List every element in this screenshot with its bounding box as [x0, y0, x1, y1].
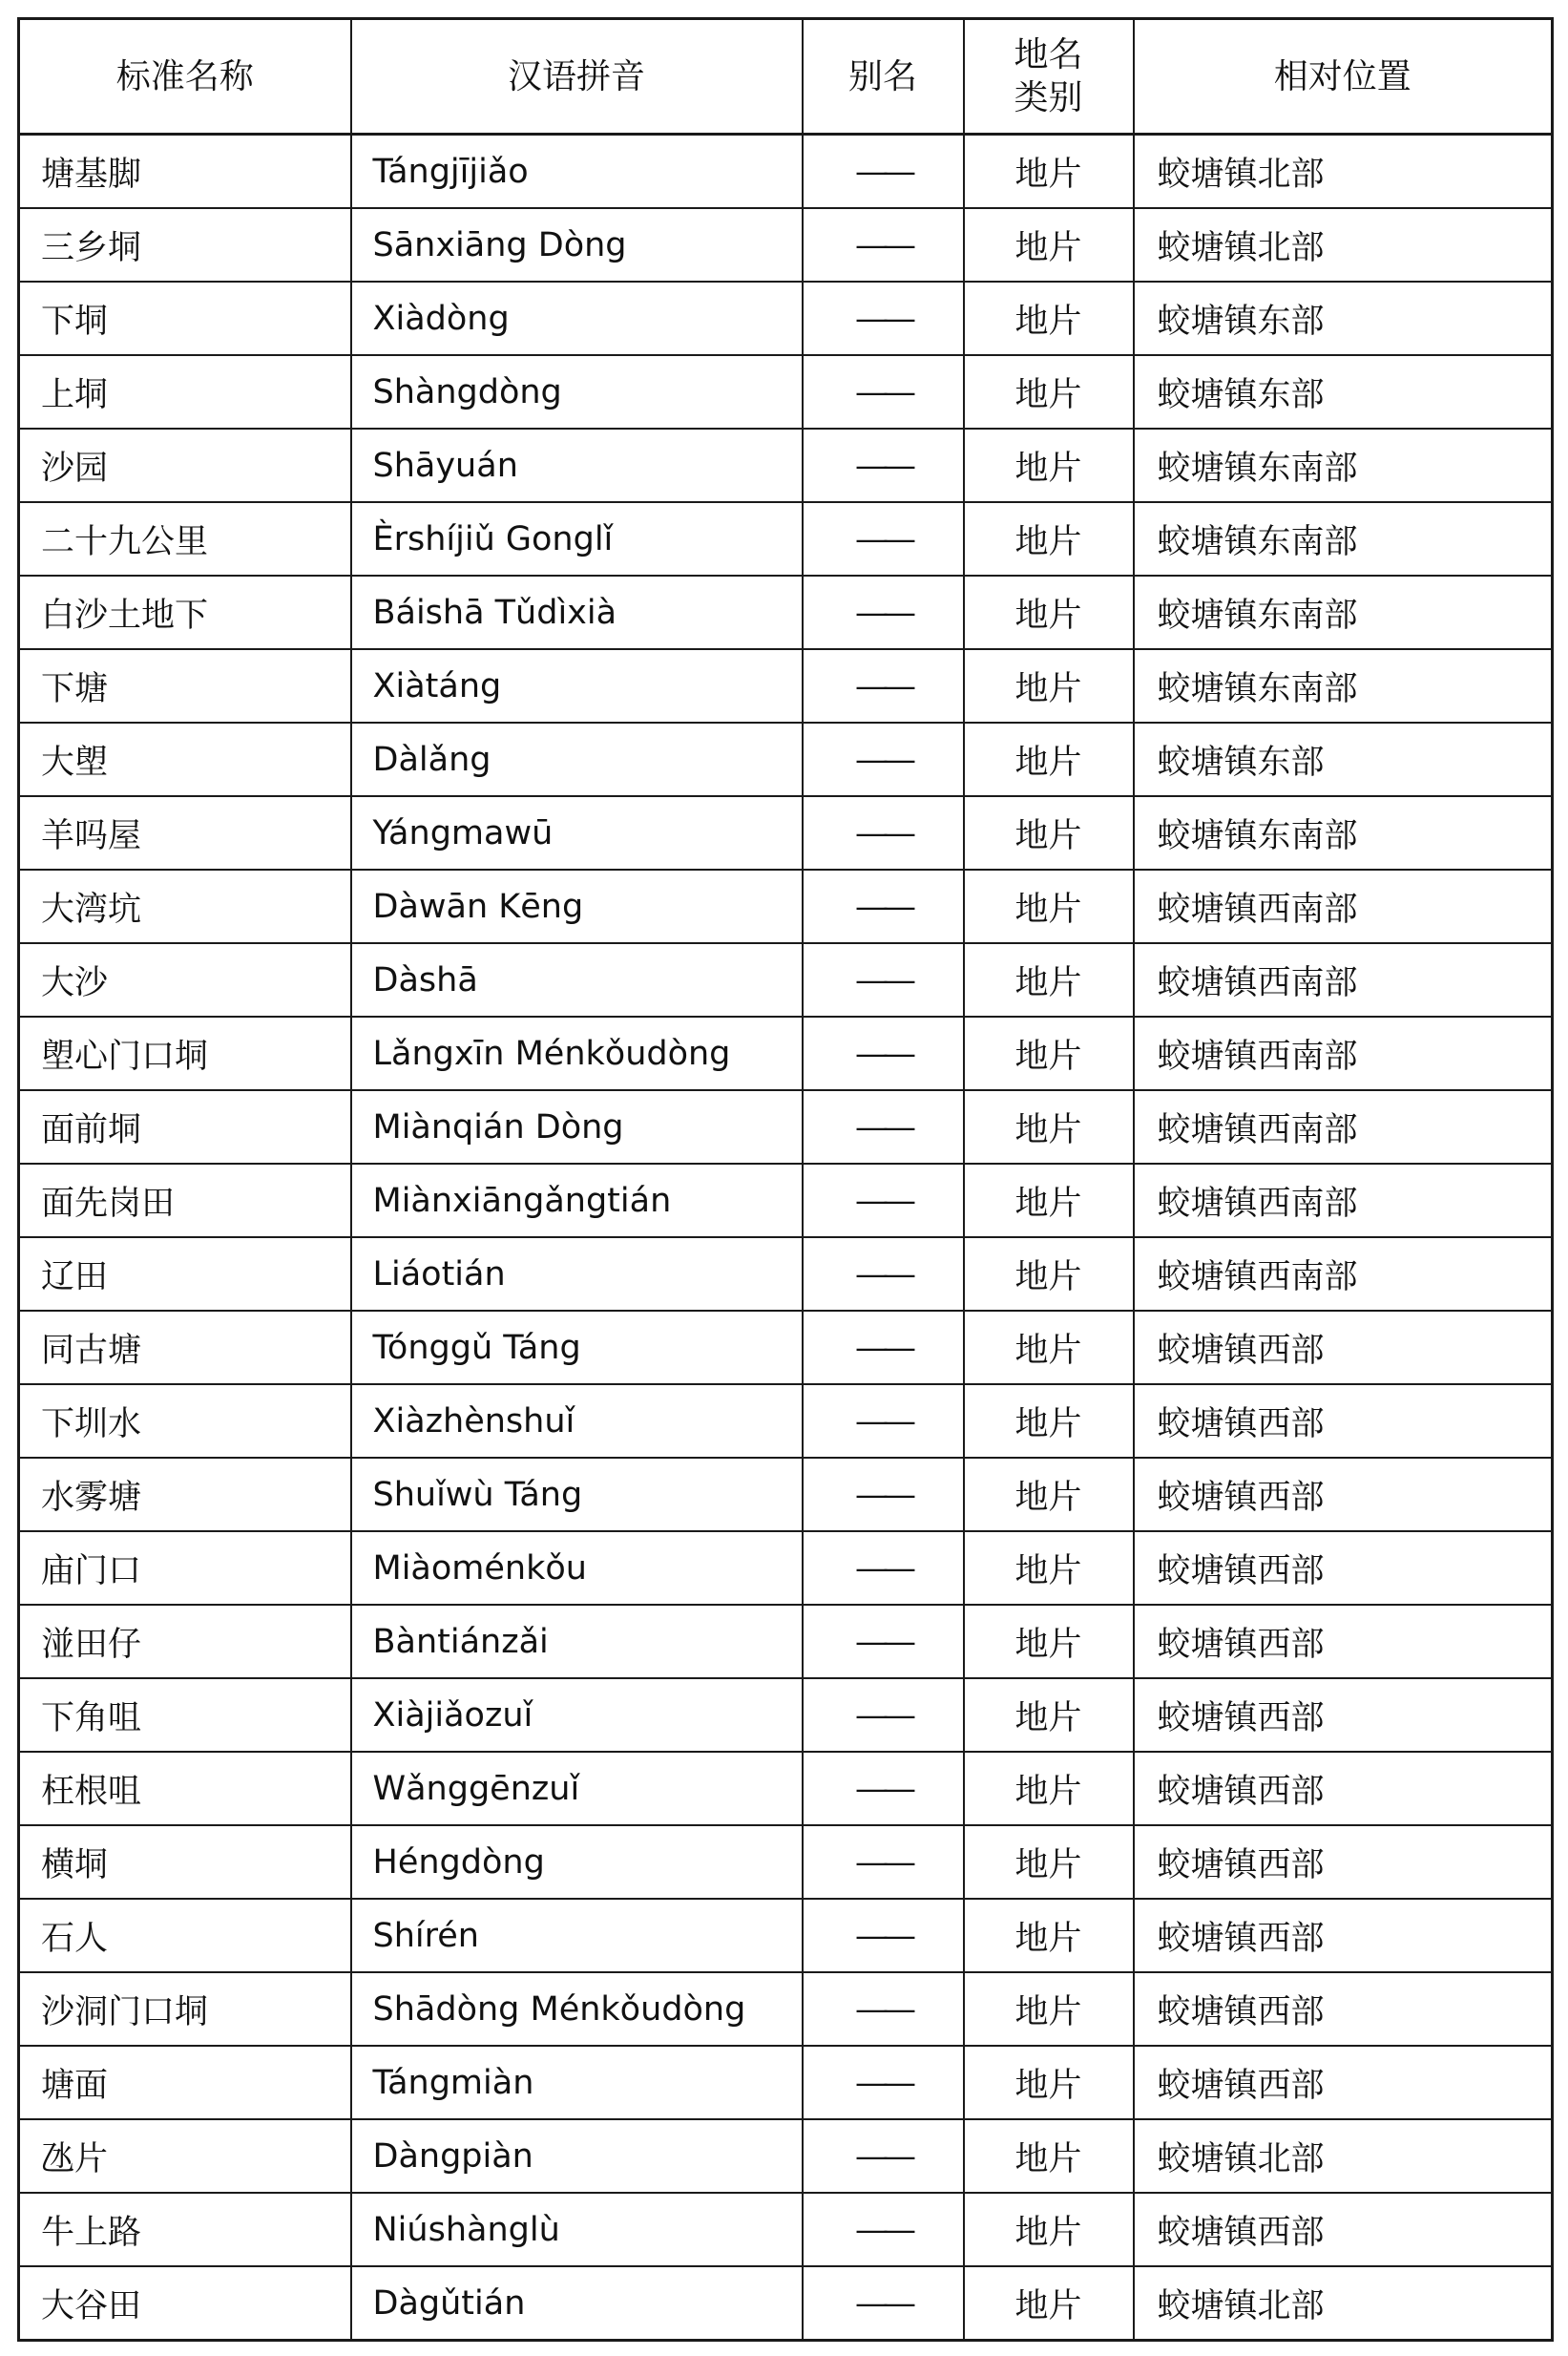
cell-relative-location: 蛟塘镇东部: [1134, 355, 1553, 429]
alias-dash: ——: [855, 666, 910, 705]
alias-dash: ——: [855, 1107, 910, 1146]
cell-place-type: 地片: [964, 1531, 1134, 1605]
cell-alias: [803, 1678, 964, 1752]
cell-alias: [803, 576, 964, 649]
table-row: [19, 1752, 1553, 1825]
cell-place-type: 地片: [964, 796, 1134, 870]
cell-relative-location: 蛟塘镇北部: [1134, 135, 1553, 209]
alias-dash: ——: [855, 1622, 910, 1661]
cell-pinyin: Bàntiánzǎi: [351, 1605, 803, 1678]
cell-alias: [803, 1752, 964, 1825]
cell-place-type: 地片: [964, 1164, 1134, 1237]
cell-standard-name: 下垌: [19, 282, 351, 355]
alias-dash: ——: [855, 299, 910, 338]
cell-pinyin: Miàoménkǒu: [351, 1531, 803, 1605]
cell-alias: [803, 1384, 964, 1458]
cell-standard-name: 沙洞门口垌: [19, 1972, 351, 2046]
cell-relative-location: 蛟塘镇北部: [1134, 2266, 1553, 2341]
cell-alias: [803, 723, 964, 796]
cell-standard-name: 大谷田: [19, 2266, 351, 2341]
table-row: [19, 1384, 1553, 1458]
header-pinyin: 汉语拼音: [351, 19, 803, 135]
cell-alias: [803, 870, 964, 943]
cell-alias: [803, 1825, 964, 1899]
cell-standard-name: 大湾坑: [19, 870, 351, 943]
cell-relative-location: 蛟塘镇东部: [1134, 282, 1553, 355]
cell-relative-location: 蛟塘镇西南部: [1134, 1164, 1553, 1237]
cell-place-type: 地片: [964, 208, 1134, 282]
cell-pinyin: Dàlǎng: [351, 723, 803, 796]
alias-dash: ——: [855, 1401, 910, 1441]
cell-alias: [803, 1017, 964, 1090]
table-row: [19, 649, 1553, 723]
cell-pinyin: Tónggǔ Táng: [351, 1311, 803, 1384]
cell-pinyin: Xiàzhènshuǐ: [351, 1384, 803, 1458]
cell-pinyin: Shuǐwù Táng: [351, 1458, 803, 1531]
table-row: [19, 2266, 1553, 2341]
alias-dash: ——: [855, 446, 910, 485]
cell-relative-location: 蛟塘镇西部: [1134, 1752, 1553, 1825]
header-place-type-line1: 地名: [1014, 35, 1083, 74]
alias-dash: ——: [855, 1989, 910, 2029]
table-row: [19, 1458, 1553, 1531]
cell-alias: [803, 135, 964, 209]
alias-dash: ——: [855, 1548, 910, 1588]
cell-standard-name: 塘基脚: [19, 135, 351, 209]
cell-standard-name: 面前垌: [19, 1090, 351, 1164]
alias-dash: ——: [855, 1769, 910, 1808]
alias-dash: ——: [855, 740, 910, 779]
cell-place-type: 地片: [964, 502, 1134, 576]
cell-pinyin: Shāyuán: [351, 429, 803, 502]
table-row: [19, 1899, 1553, 1972]
cell-standard-name: 氹片: [19, 2119, 351, 2193]
header-place-type-line2: 类别: [1014, 78, 1083, 117]
alias-dash: ——: [855, 887, 910, 926]
cell-alias: [803, 355, 964, 429]
cell-alias: [803, 2119, 964, 2193]
header-row: [19, 19, 1553, 135]
cell-standard-name: 庙门口: [19, 1531, 351, 1605]
cell-standard-name: 水雾塘: [19, 1458, 351, 1531]
table-row: [19, 1017, 1553, 1090]
cell-standard-name: 下角咀: [19, 1678, 351, 1752]
table-row: [19, 943, 1553, 1017]
cell-relative-location: 蛟塘镇西南部: [1134, 870, 1553, 943]
table-body: [19, 135, 1553, 2341]
cell-relative-location: 蛟塘镇西部: [1134, 1605, 1553, 1678]
table-row: [19, 1825, 1553, 1899]
cell-pinyin: Shírén: [351, 1899, 803, 1972]
table-row: [19, 723, 1553, 796]
table-row: [19, 282, 1553, 355]
alias-dash: ——: [855, 1475, 910, 1514]
table-row: [19, 1164, 1553, 1237]
cell-alias: [803, 1237, 964, 1311]
table-row: [19, 135, 1553, 209]
cell-standard-name: 二十九公里: [19, 502, 351, 576]
cell-relative-location: 蛟塘镇西部: [1134, 1678, 1553, 1752]
cell-alias: [803, 282, 964, 355]
cell-place-type: 地片: [964, 1384, 1134, 1458]
table-row: [19, 1605, 1553, 1678]
alias-dash: ——: [855, 813, 910, 852]
table-row: [19, 870, 1553, 943]
cell-standard-name: 大塱: [19, 723, 351, 796]
cell-relative-location: 蛟塘镇北部: [1134, 208, 1553, 282]
cell-pinyin: Lǎngxīn Ménkǒudòng: [351, 1017, 803, 1090]
cell-place-type: 地片: [964, 943, 1134, 1017]
cell-place-type: 地片: [964, 1017, 1134, 1090]
cell-relative-location: 蛟塘镇西部: [1134, 2046, 1553, 2119]
cell-place-type: 地片: [964, 576, 1134, 649]
cell-alias: [803, 943, 964, 1017]
cell-relative-location: 蛟塘镇西部: [1134, 2193, 1553, 2266]
table-row: [19, 576, 1553, 649]
cell-alias: [803, 796, 964, 870]
cell-pinyin: Miànqián Dòng: [351, 1090, 803, 1164]
cell-pinyin: Dàngpiàn: [351, 2119, 803, 2193]
table-row: [19, 1972, 1553, 2046]
cell-pinyin: Héngdòng: [351, 1825, 803, 1899]
cell-standard-name: 上垌: [19, 355, 351, 429]
cell-pinyin: Xiàtáng: [351, 649, 803, 723]
cell-pinyin: Sānxiāng Dòng: [351, 208, 803, 282]
cell-place-type: 地片: [964, 1237, 1134, 1311]
cell-relative-location: 蛟塘镇西部: [1134, 1458, 1553, 1531]
cell-standard-name: 羊吗屋: [19, 796, 351, 870]
cell-alias: [803, 208, 964, 282]
cell-place-type: 地片: [964, 429, 1134, 502]
alias-dash: ——: [855, 372, 910, 411]
cell-relative-location: 蛟塘镇东南部: [1134, 796, 1553, 870]
table-row: [19, 796, 1553, 870]
cell-place-type: 地片: [964, 355, 1134, 429]
alias-dash: ——: [855, 1034, 910, 1073]
cell-standard-name: 石人: [19, 1899, 351, 1972]
alias-dash: ——: [855, 1328, 910, 1367]
cell-relative-location: 蛟塘镇北部: [1134, 2119, 1553, 2193]
cell-standard-name: 同古塘: [19, 1311, 351, 1384]
cell-relative-location: 蛟塘镇东南部: [1134, 502, 1553, 576]
cell-relative-location: 蛟塘镇东南部: [1134, 649, 1553, 723]
alias-dash: ——: [855, 1842, 910, 1882]
cell-pinyin: Niúshànglù: [351, 2193, 803, 2266]
header-standard-name: 标准名称: [19, 19, 351, 135]
alias-dash: ——: [855, 2063, 910, 2102]
alias-dash: ——: [855, 2283, 910, 2323]
alias-dash: ——: [855, 593, 910, 632]
cell-standard-name: 辽田: [19, 1237, 351, 1311]
cell-alias: [803, 1972, 964, 2046]
header-relative-location: 相对位置: [1134, 19, 1553, 135]
cell-place-type: 地片: [964, 1678, 1134, 1752]
cell-standard-name: 牛上路: [19, 2193, 351, 2266]
header-place-type: [964, 19, 1134, 135]
cell-standard-name: 三乡垌: [19, 208, 351, 282]
alias-dash: ——: [855, 225, 910, 264]
cell-alias: [803, 1531, 964, 1605]
cell-pinyin: Dàwān Kēng: [351, 870, 803, 943]
cell-standard-name: 下圳水: [19, 1384, 351, 1458]
table-row: [19, 429, 1553, 502]
cell-place-type: 地片: [964, 2119, 1134, 2193]
alias-dash: ——: [855, 1695, 910, 1735]
cell-standard-name: 湴田仔: [19, 1605, 351, 1678]
cell-alias: [803, 1090, 964, 1164]
cell-standard-name: 塱心门口垌: [19, 1017, 351, 1090]
cell-place-type: 地片: [964, 1899, 1134, 1972]
cell-standard-name: 沙园: [19, 429, 351, 502]
cell-place-type: 地片: [964, 723, 1134, 796]
cell-relative-location: 蛟塘镇西南部: [1134, 1090, 1553, 1164]
cell-alias: [803, 1458, 964, 1531]
header-alias: 别名: [803, 19, 964, 135]
table-row: [19, 2046, 1553, 2119]
cell-place-type: 地片: [964, 1458, 1134, 1531]
table-row: [19, 1311, 1553, 1384]
cell-relative-location: 蛟塘镇西部: [1134, 1311, 1553, 1384]
cell-pinyin: Dàshā: [351, 943, 803, 1017]
alias-dash: ——: [855, 519, 910, 558]
cell-relative-location: 蛟塘镇西部: [1134, 1972, 1553, 2046]
cell-pinyin: Xiàjiǎozuǐ: [351, 1678, 803, 1752]
cell-place-type: 地片: [964, 135, 1134, 209]
alias-dash: ——: [855, 960, 910, 999]
cell-pinyin: Shādòng Ménkǒudòng: [351, 1972, 803, 2046]
alias-dash: ——: [855, 152, 910, 191]
cell-place-type: 地片: [964, 1090, 1134, 1164]
table-row: [19, 2193, 1553, 2266]
cell-relative-location: 蛟塘镇东南部: [1134, 429, 1553, 502]
alias-dash: ——: [855, 2210, 910, 2249]
table-row: [19, 502, 1553, 576]
cell-alias: [803, 2193, 964, 2266]
cell-standard-name: 大沙: [19, 943, 351, 1017]
alias-dash: ——: [855, 1254, 910, 1294]
cell-pinyin: Wǎnggēnzuǐ: [351, 1752, 803, 1825]
table-row: [19, 1090, 1553, 1164]
cell-alias: [803, 2266, 964, 2341]
cell-alias: [803, 1605, 964, 1678]
cell-alias: [803, 2046, 964, 2119]
cell-standard-name: 塘面: [19, 2046, 351, 2119]
cell-place-type: 地片: [964, 282, 1134, 355]
cell-relative-location: 蛟塘镇西部: [1134, 1531, 1553, 1605]
cell-place-type: 地片: [964, 1311, 1134, 1384]
cell-pinyin: Shàngdòng: [351, 355, 803, 429]
cell-standard-name: 枉根咀: [19, 1752, 351, 1825]
cell-pinyin: Tángmiàn: [351, 2046, 803, 2119]
cell-place-type: 地片: [964, 1972, 1134, 2046]
cell-relative-location: 蛟塘镇西部: [1134, 1825, 1553, 1899]
cell-standard-name: 横垌: [19, 1825, 351, 1899]
cell-relative-location: 蛟塘镇西部: [1134, 1899, 1553, 1972]
cell-place-type: 地片: [964, 1752, 1134, 1825]
alias-dash: ——: [855, 2136, 910, 2176]
cell-relative-location: 蛟塘镇西南部: [1134, 1237, 1553, 1311]
cell-place-type: 地片: [964, 1825, 1134, 1899]
cell-place-type: 地片: [964, 870, 1134, 943]
cell-alias: [803, 1164, 964, 1237]
cell-alias: [803, 649, 964, 723]
table-row: [19, 1531, 1553, 1605]
cell-standard-name: 面先岗田: [19, 1164, 351, 1237]
place-name-table: [17, 17, 1554, 2342]
cell-place-type: 地片: [964, 2193, 1134, 2266]
cell-pinyin: Miànxiāngǎngtián: [351, 1164, 803, 1237]
cell-alias: [803, 429, 964, 502]
cell-pinyin: Dàgǔtián: [351, 2266, 803, 2341]
cell-relative-location: 蛟塘镇东南部: [1134, 576, 1553, 649]
table-row: [19, 1237, 1553, 1311]
cell-pinyin: Yángmawū: [351, 796, 803, 870]
cell-alias: [803, 502, 964, 576]
cell-pinyin: Báishā Tǔdìxià: [351, 576, 803, 649]
alias-dash: ——: [855, 1181, 910, 1220]
alias-dash: ——: [855, 1916, 910, 1955]
cell-standard-name: 下塘: [19, 649, 351, 723]
cell-relative-location: 蛟塘镇西南部: [1134, 943, 1553, 1017]
cell-standard-name: 白沙土地下: [19, 576, 351, 649]
cell-relative-location: 蛟塘镇东部: [1134, 723, 1553, 796]
cell-alias: [803, 1899, 964, 1972]
cell-place-type: 地片: [964, 2046, 1134, 2119]
cell-relative-location: 蛟塘镇西南部: [1134, 1017, 1553, 1090]
table-row: [19, 355, 1553, 429]
cell-pinyin: Xiàdòng: [351, 282, 803, 355]
cell-relative-location: 蛟塘镇西部: [1134, 1384, 1553, 1458]
table-row: [19, 2119, 1553, 2193]
cell-pinyin: Èrshíjiǔ Gonglǐ: [351, 502, 803, 576]
cell-place-type: 地片: [964, 2266, 1134, 2341]
table-row: [19, 208, 1553, 282]
table-header: [19, 19, 1553, 135]
cell-place-type: 地片: [964, 649, 1134, 723]
cell-place-type: 地片: [964, 1605, 1134, 1678]
cell-pinyin: Tángjījiǎo: [351, 135, 803, 209]
table-row: [19, 1678, 1553, 1752]
cell-alias: [803, 1311, 964, 1384]
cell-pinyin: Liáotián: [351, 1237, 803, 1311]
